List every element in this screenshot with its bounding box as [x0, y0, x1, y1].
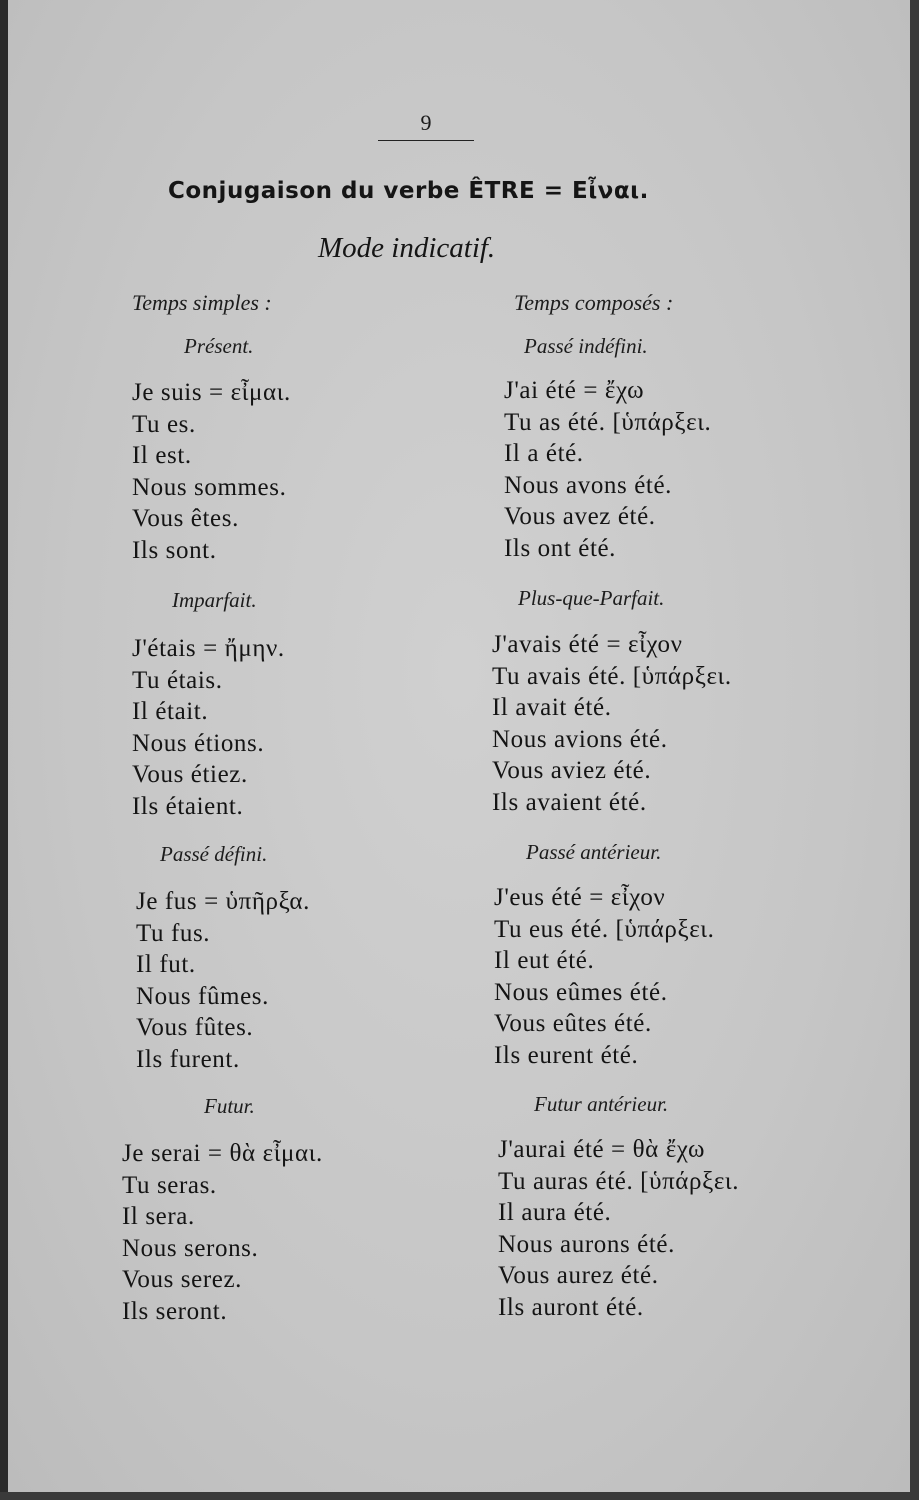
tense-title-futur-anterieur: Futur antérieur. — [534, 1092, 669, 1116]
tense-title-passe-indefini: Passé indéfini. — [524, 334, 648, 358]
conjugation-line: J'étais = ἤμην. — [132, 635, 285, 662]
conjugation-line: Il fut. — [136, 951, 196, 978]
conjugation-list-imparfait — [132, 633, 285, 822]
conjugation-line: Ils seront. — [122, 1297, 228, 1325]
page-number-rule — [378, 140, 474, 141]
conjugation-line: Tu es. — [132, 410, 196, 438]
conjugation-line: Ils étaient. — [132, 792, 244, 820]
scan-edge-bottom — [0, 1492, 919, 1500]
conjugation-line: Il avait été. — [492, 694, 612, 721]
conjugation-line: Nous avons été. — [504, 471, 672, 499]
conjugation-line: Tu fus. — [136, 919, 211, 947]
conjugation-list-passe-anterieur — [494, 882, 714, 1071]
left-column-heading: Temps simples : — [132, 290, 272, 315]
conjugation-line: Nous sommes. — [132, 473, 287, 501]
conjugation-line: J'ai été = ἔχω — [504, 377, 645, 404]
conjugation-line: Vous serez. — [122, 1266, 243, 1293]
conjugation-line: Vous aviez été. — [492, 757, 652, 784]
conjugation-line: Je fus = ὑπῆρξα. — [136, 888, 310, 915]
conjugation-line: Nous eûmes été. — [494, 978, 668, 1006]
conjugation-line: Vous avez été. — [504, 503, 656, 530]
right-column-heading: Temps composés : — [514, 290, 674, 315]
main-title: Conjugaison du verbe ÊTRE = Εἶναι. — [168, 178, 649, 204]
conjugation-line: Ils avaient été. — [492, 788, 647, 816]
conjugation-list-passe-indefini — [504, 375, 711, 564]
tense-title-present: Présent. — [184, 334, 254, 358]
conjugation-line: Il eut été. — [494, 947, 595, 974]
conjugation-list-passe-defini — [136, 886, 310, 1075]
conjugation-line: Vous étiez. — [132, 761, 248, 788]
conjugation-line: Ils eurent été. — [494, 1041, 639, 1069]
conjugation-line: J'eus été = εἶχον — [494, 884, 666, 911]
conjugation-line: J'avais été = εἶχον — [492, 631, 683, 658]
conjugation-line: Tu as été. [ὑπάρξει. — [504, 408, 712, 436]
tense-title-plus-que-parfait: Plus-que-Parfait. — [518, 586, 665, 610]
conjugation-list-plus-que-parfait — [492, 629, 732, 818]
conjugation-line: Je serai = θὰ εἶμαι. — [122, 1140, 323, 1167]
scan-edge-right — [910, 0, 919, 1500]
conjugation-line: J'aurai été = θὰ ἔχω — [498, 1136, 706, 1163]
book-page — [8, 0, 910, 1492]
page-number: 9 — [420, 110, 432, 135]
conjugation-line: Tu seras. — [122, 1171, 217, 1199]
conjugation-line: Ils sont. — [132, 536, 217, 564]
tense-title-futur: Futur. — [204, 1094, 255, 1118]
conjugation-line: Tu auras été. [ὑπάρξει. — [498, 1167, 740, 1195]
conjugation-line: Il sera. — [122, 1203, 195, 1230]
conjugation-list-futur-anterieur — [498, 1134, 739, 1323]
conjugation-line: Tu étais. — [132, 666, 223, 694]
conjugation-line: Ils auront été. — [498, 1293, 644, 1321]
tense-title-passe-defini: Passé défini. — [160, 842, 268, 866]
conjugation-line: Tu eus été. [ὑπάρξει. — [494, 915, 715, 943]
conjugation-line: Vous aurez été. — [498, 1262, 659, 1289]
conjugation-list-present — [132, 377, 291, 566]
tense-title-passe-anterieur: Passé antérieur. — [526, 840, 662, 864]
conjugation-line: Nous aurons été. — [498, 1230, 675, 1258]
mode-title: Mode indicatif. — [318, 232, 496, 264]
conjugation-line: Nous avions été. — [492, 725, 668, 753]
conjugation-line: Nous étions. — [132, 729, 265, 757]
conjugation-line: Nous serons. — [122, 1234, 259, 1262]
conjugation-line: Il aura été. — [498, 1199, 612, 1226]
conjugation-line: Vous eûtes été. — [494, 1010, 652, 1037]
tense-title-imparfait: Imparfait. — [172, 588, 257, 612]
conjugation-line: Ils furent. — [136, 1045, 240, 1073]
conjugation-line: Il a été. — [504, 440, 584, 467]
conjugation-line: Vous fûtes. — [136, 1014, 254, 1041]
conjugation-line: Ils ont été. — [504, 534, 617, 562]
conjugation-line: Il est. — [132, 442, 192, 469]
conjugation-list-futur — [122, 1138, 323, 1327]
conjugation-line: Nous fûmes. — [136, 982, 269, 1010]
conjugation-line: Tu avais été. [ὑπάρξει. — [492, 662, 732, 690]
conjugation-line: Vous êtes. — [132, 505, 239, 532]
conjugation-line: Je suis = εἶμαι. — [132, 379, 291, 406]
conjugation-line: Il était. — [132, 698, 209, 725]
